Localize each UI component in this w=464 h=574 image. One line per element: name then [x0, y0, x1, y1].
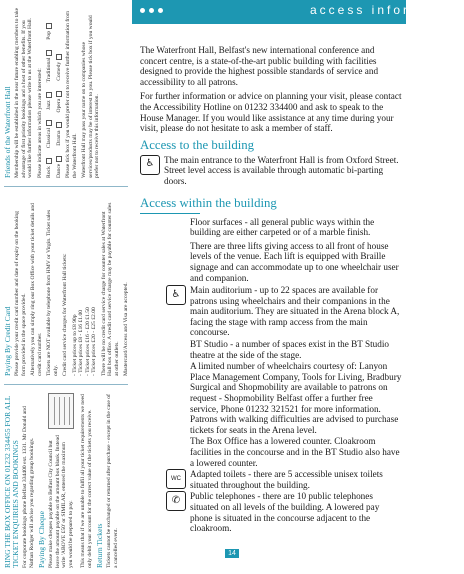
credit-card-text: Please provide your credit card number and date of expiry on the booking form provided in the space provided.: [14, 211, 27, 376]
wc-icon: WC: [166, 469, 186, 489]
cards-accepted: Mastercard/Access and Visa are accepted.: [123, 282, 129, 376]
cheque-note: This means that if we are unable to fulfil all your ticket requirements we need only debit your account for the correct value of the tickets you receive.: [80, 394, 93, 568]
privacy-text: Waterfront Hall may pass your name on to companies whose services/products may be of interest to you. Please tick box if you would prefer not to receive this information.: [81, 15, 100, 178]
credit-card-heading: Paying By Credit Card: [3, 306, 12, 376]
telephone-icon: ✆: [166, 491, 186, 511]
charge-item: - Ticket prices £20 - £25 £2.00: [91, 307, 97, 376]
opt-out-text: Please tick box if you would prefer not to receive further information from the Waterfront Hall.: [65, 10, 78, 178]
box-office-item: [188, 436, 402, 468]
credit-card-note: There will be no credit card service charge for counter sales at Waterfront Hall box office. A credit card service charge may be payable for counter sales at other outlets.: [100, 202, 120, 376]
access-building-heading: Access to the building: [140, 137, 255, 152]
column-divider: [4, 186, 128, 187]
cheque-form-image: [48, 393, 74, 429]
phones-text: Public telephones - there are 10 public telephones situated on all levels of the building. A lowered pay phone is situated in the concourse adjacent to the cloakroom.: [190, 491, 380, 534]
page-number: 14: [225, 549, 239, 558]
page-title: access information: [310, 3, 464, 17]
checkbox-traditional[interactable]: Traditional: [46, 50, 53, 83]
lifts-item: [188, 241, 402, 283]
floor-text: Floor surfaces - all general public ways within the building are either carpeted or of a marble finish.: [190, 216, 375, 238]
charge-item: - Ticket prices £8 - £16 £1.00: [78, 309, 84, 376]
header-bar: [132, 0, 464, 24]
intro-paragraph-2: For further information or advice on planning your visit, please contact the Accessibility Hotline on 01232 334400 and ask to speak to the House Manager. If you would like assistance at any time during your visit, please do not hesitate to ask a member of staff.: [140, 91, 402, 134]
checkbox-rock[interactable]: Rock: [46, 158, 53, 178]
header-dots: [140, 8, 163, 13]
interest-text: Please indicate areas in which you are interested:: [36, 68, 43, 178]
heading-rule: [140, 213, 200, 214]
cheque-block: [48, 393, 77, 568]
booking-col-1: [2, 393, 130, 568]
credit-card-text-2: Alternatively you can simply ring our Box Office with your ticket details and credit card number.: [30, 203, 43, 376]
access-item: [140, 155, 402, 187]
box-office-counter-text: The Box Office has a lowered counter. Cloakroom facilities in the concourse and in the BT Studio also have a lowered counter.: [190, 436, 400, 468]
floor-item: [188, 217, 402, 238]
access-within-heading: Access within the building: [140, 195, 277, 210]
wheelchairs-item: [188, 361, 402, 435]
auditorium-text: Main auditorium - up to 22 spaces are available for patrons using wheelchairs and their companions in the main auditorium. They are situated in the Arena block A, facing the stage with ramp access from the main concourse.: [190, 285, 400, 338]
friends-heading: Friends of the Waterfront Hall: [3, 86, 12, 178]
checkbox-drama[interactable]: Drama: [56, 122, 63, 145]
booking-info-column: [0, 0, 132, 574]
booking-col-2: [2, 201, 130, 376]
toilets-item: [140, 469, 402, 490]
wheelchair-icon: ♿: [166, 285, 186, 305]
cheque-text: Please make cheques payable to Belfast City Council but leave the amount payable on the amount box blank. Instead write 'ABOVE £50' or SIMILAR, entered the maximum you would be prepared to pay.: [48, 435, 74, 568]
cheque-heading: Paying By Cheque: [37, 511, 46, 568]
credit-card-text-3: Tickets are NOT available by telephone from HMV or Virgin. Ticket sales only.: [46, 209, 59, 376]
box-office-text: For corporate bookings phone Belfast 334400 ext. 1331. Mr Donald and Nathan Rodger will advise you regarding group bookings.: [22, 406, 35, 568]
charge-item: - Ticket prices up to £8 90p: [71, 314, 78, 376]
returns-text: Tickets cannot be exchanged or returned after purchase - except in the case of a cancelled event.: [106, 394, 119, 568]
booking-col-3: [2, 6, 130, 178]
wheelchair-icon: ♿: [140, 155, 160, 175]
checkbox-comedy[interactable]: Comedy: [56, 54, 63, 81]
charge-item: - Ticket prices £16 - £20 £1.50: [84, 307, 91, 376]
checkbox-dance[interactable]: Dance: [56, 156, 63, 178]
returns-heading: Return Tickets: [95, 523, 104, 568]
bt-studio-text: BT Studio - a number of spaces exist in the BT Studio theatre at the side of the stage.: [190, 339, 389, 360]
rotated-booking-panel: [0, 0, 132, 574]
toilets-text: Adapted toilets - there are 5 accessible unisex toilets situated throughout the building.: [190, 469, 383, 490]
main-content: [140, 45, 402, 535]
intro-paragraph-1: The Waterfront Hall, Belfast's new international conference and concert centre, is a state-of-the-art public building with facilities designed to provide the highest possible standards of service and accessibility to all patrons.: [140, 45, 379, 87]
charges-list: [72, 201, 98, 376]
wheelchairs-text: A limited number of wheelchairs courtesy of: Lanyon Place Management Company, Tools for Living, Bradbury Surgical and Shopmobility are available to patrons on request - Shopmobility Belfast offer a further free service, Phone 01232 321521 for more information. Patrons with walking difficulties are advised to purchase tickets for seats in the Arena level.: [190, 361, 402, 435]
friends-text: Membership will be established in the near future enabling members to take advantage of first priority bookings and a host of other benefits. If you would like further information please write to us at the Waterfront Hall.: [14, 7, 33, 178]
lifts-text: There are three lifts giving access to all front of house levels of the venue. Each lift is equipped with Braille signage and can accommodate up to one wheelchair user and companion.: [190, 240, 399, 283]
checkbox-classical[interactable]: Classical: [46, 120, 53, 148]
phones-item: [140, 491, 402, 533]
access-text: The main entrance to the Waterfront Hall is from Oxford Street. Street level access is available through automatic bi-parting doors.: [164, 154, 399, 186]
checkbox-pop[interactable]: Pop: [46, 23, 53, 40]
auditorium-item: [140, 285, 402, 338]
charges-heading: Credit card service charges for Waterfront Hall tickets:: [62, 253, 68, 376]
checkbox-opera[interactable]: Opera: [56, 91, 63, 113]
column-divider: [4, 384, 128, 385]
interest-checkboxes: [46, 6, 62, 178]
box-office-heading: RING THE BOX OFFICE ON 01232 334455 FOR ALL TICKET ENQUIRIES AND BOOKINGS: [3, 395, 20, 568]
bt-studio-item: [188, 339, 402, 360]
checkbox-jazz[interactable]: Jazz: [46, 92, 53, 110]
